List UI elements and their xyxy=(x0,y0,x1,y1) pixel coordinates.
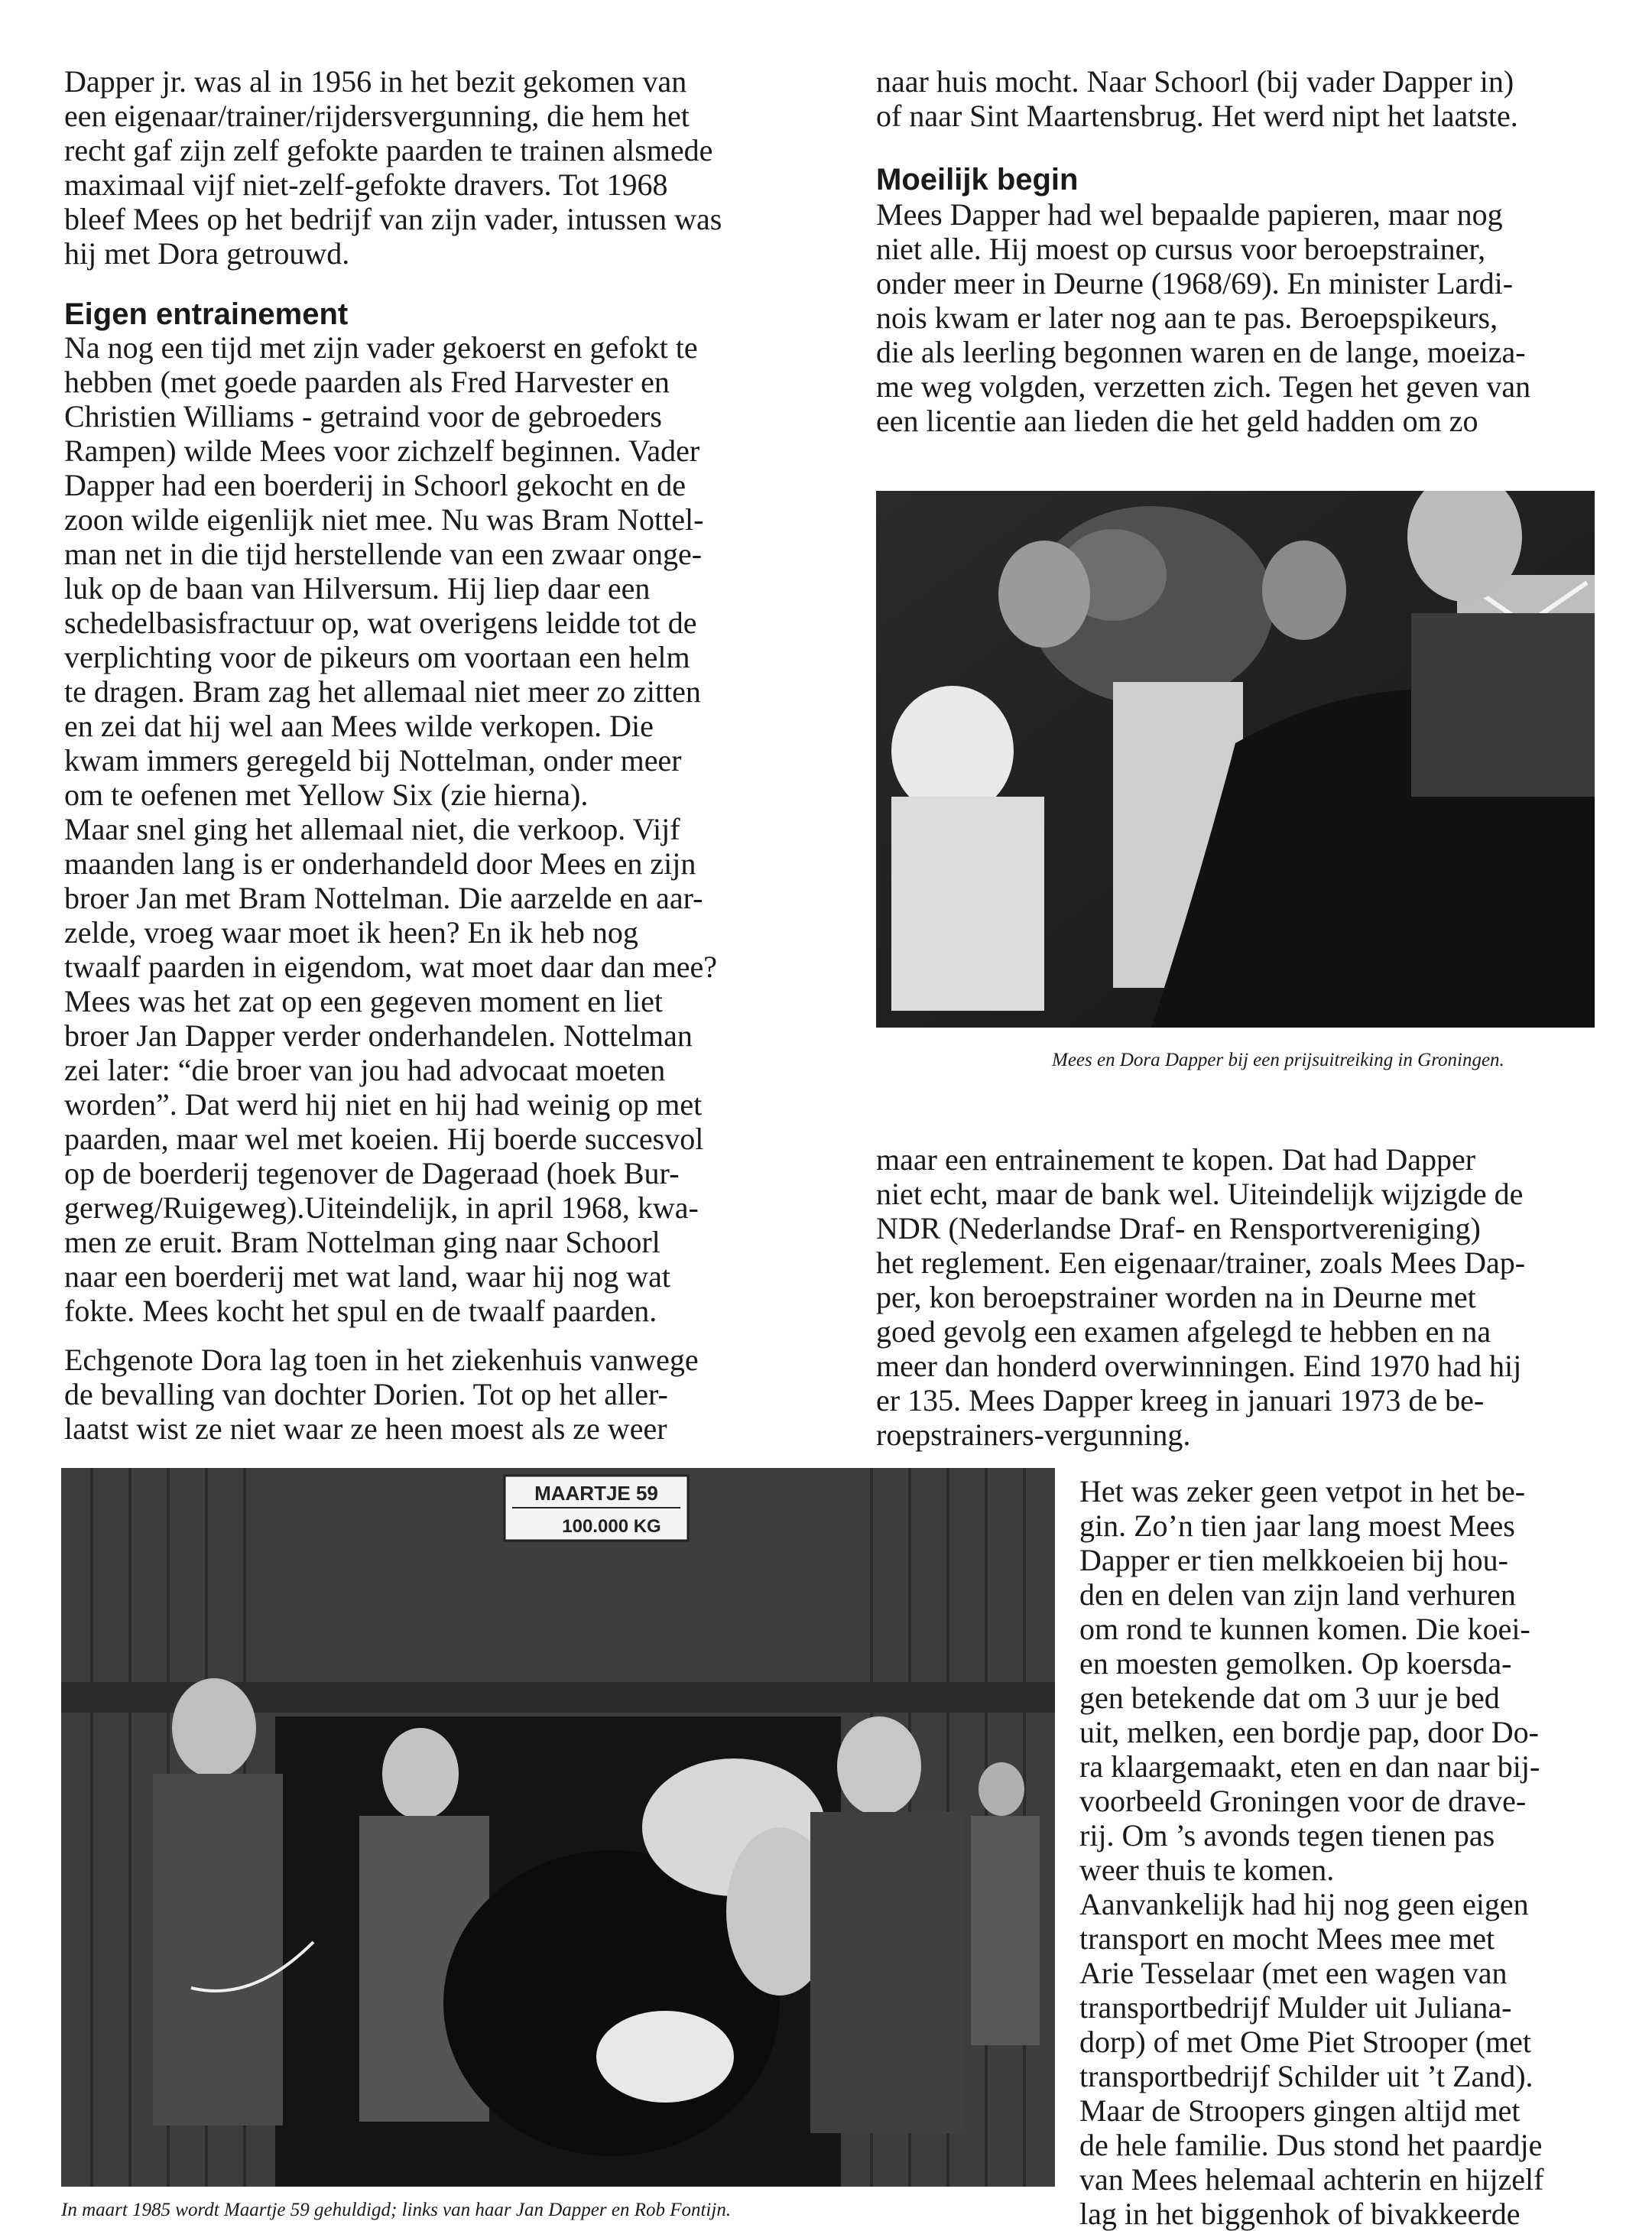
text-line: roepstrainers-vergunning. xyxy=(876,1418,1191,1452)
text-line: maximaal vijf niet-zelf-gefokte dravers. Tot 1968 xyxy=(64,167,668,202)
text-line: dorp) of met Ome Piet Strooper (met xyxy=(1079,2025,1531,2059)
text-line: hebben (met goede paarden als Fred Harvester en xyxy=(64,365,670,399)
text-line: luk op de baan van Hilversum. Hij liep daar een xyxy=(64,571,651,606)
text-line: ra klaargemaakt, eten en dan naar bij- xyxy=(1079,1749,1540,1784)
text-line: transportbedrijf Mulder uit Juliana- xyxy=(1079,1990,1512,2025)
text-line: lag in het biggenhok of bivakkeerde xyxy=(1079,2197,1521,2231)
sign-weight: 100.000 KG xyxy=(562,1516,661,1537)
text-line: Mees Dapper had wel bepaalde papieren, maar nog xyxy=(876,197,1503,232)
text-line: onder meer in Deurne (1968/69). En minister Lardi- xyxy=(876,266,1514,300)
prize-ceremony-photo xyxy=(876,491,1595,1028)
text-line: meer dan honderd overwinningen. Eind 1970 had hij xyxy=(876,1349,1522,1383)
text-line: gen betekende dat om 3 uur je bed xyxy=(1079,1681,1500,1715)
text-line: worden”. Dat werd hij niet en hij had weinig op met xyxy=(64,1087,703,1122)
text-line: het reglement. Een eigenaar/trainer, zoals Mees Dap- xyxy=(876,1245,1526,1280)
text-line: Arie Tesselaar (met een wagen van xyxy=(1079,1956,1508,1990)
text-line: rij. Om ’s avonds tegen tienen pas xyxy=(1079,1818,1495,1853)
text-line: Mees was het zat op een gegeven moment en liet xyxy=(64,984,664,1018)
text-line: te dragen. Bram zag het allemaal niet meer zo zitten xyxy=(64,674,701,709)
vetpot-paragraph xyxy=(1079,1474,1637,2231)
text-line: Maar de Stroopers gingen altijd met xyxy=(1079,2093,1521,2128)
moeilijk-begin-body xyxy=(876,197,1633,438)
dora-paragraph xyxy=(64,1343,821,1446)
text-line: de hele familie. Dus stond het paardje xyxy=(1079,2128,1543,2162)
text-line: Maar snel ging het allemaal niet, die verkoop. Vijf xyxy=(64,812,680,846)
text-line: of naar Sint Maartensbrug. Het werd nipt het laatste. xyxy=(876,99,1518,133)
prize-ceremony-photo-graphic xyxy=(876,491,1595,1028)
text-line: Aanvankelijk had hij nog geen eigen xyxy=(1079,1887,1529,1921)
text-line: Dapper had een boerderij in Schoorl gekocht en de xyxy=(64,468,686,502)
text-line: broer Jan met Bram Nottelman. Die aarzelde en aar- xyxy=(64,881,703,915)
text-line: Christien Williams - getraind voor de gebroeders xyxy=(64,399,662,434)
text-line: weer thuis te komen. xyxy=(1079,1853,1335,1887)
text-line: NDR (Nederlandse Draf- en Rensportvereniging) xyxy=(876,1211,1481,1245)
text-line: Dapper jr. was al in 1956 in het bezit gekomen van xyxy=(64,64,687,99)
text-line: transport en mocht Mees mee met xyxy=(1079,1921,1495,1956)
intro-paragraph xyxy=(64,64,821,271)
text-line: maar een entrainement te kopen. Dat had Dapper xyxy=(876,1142,1476,1177)
text-line: een licentie aan lieden die het geld hadden om zo xyxy=(876,404,1478,438)
text-line: den en delen van zijn land verhuren xyxy=(1079,1577,1516,1612)
text-line: nois kwam er later nog aan te pas. Beroepspikeurs, xyxy=(876,300,1498,335)
text-line: hij met Dora getrouwd. xyxy=(64,236,350,271)
text-line: me weg volgden, verzetten zich. Tegen het geven van xyxy=(876,369,1531,404)
text-line: verplichting voor de pikeurs om voortaan een helm xyxy=(64,640,690,674)
text-line: schedelbasisfractuur op, wat overigens leidde tot de xyxy=(64,606,697,640)
heading-moeilijk-begin: Moeilijk begin xyxy=(876,163,1079,196)
text-line: zei later: “die broer van jou had advocaat moeten xyxy=(64,1053,666,1087)
text-line: gin. Zo’n tien jaar lang moest Mees xyxy=(1079,1508,1515,1543)
text-line: en moesten gemolken. Op koersda- xyxy=(1079,1646,1512,1681)
text-line: niet echt, maar de bank wel. Uiteindelijk wijzigde de xyxy=(876,1177,1524,1211)
text-line: een eigenaar/trainer/rijdersvergunning, die hem het xyxy=(64,99,690,133)
sign-name: MAARTJE 59 xyxy=(534,1482,658,1505)
ndr-paragraph xyxy=(876,1142,1633,1452)
text-line: man net in die tijd herstellende van een zwaar onge- xyxy=(64,537,703,571)
text-line: de bevalling van dochter Dorien. Tot op het aller- xyxy=(64,1377,668,1411)
text-line: er 135. Mees Dapper kreeg in januari 1973 de be- xyxy=(876,1383,1485,1418)
text-line: recht gaf zijn zelf gefokte paarden te trainen alsmede xyxy=(64,133,713,167)
text-line: uit, melken, een bordje pap, door Do- xyxy=(1079,1715,1539,1749)
text-line: men ze eruit. Bram Nottelman ging naar Schoorl xyxy=(64,1225,660,1259)
text-line: die als leerling begonnen waren en de lange, moeiza- xyxy=(876,335,1526,369)
text-line: van Mees helemaal achterin en hijzelf xyxy=(1079,2162,1544,2197)
text-line: twaalf paarden in eigendom, wat moet daar dan mee? xyxy=(64,950,718,984)
text-line: Na nog een tijd met zijn vader gekoerst en gefokt te xyxy=(64,330,698,365)
text-line: gerweg/Ruigeweg).Uiteindelijk, in april 1968, kwa- xyxy=(64,1190,699,1225)
text-line: fokte. Mees kocht het spul en de twaalf paarden. xyxy=(64,1294,657,1328)
text-line: kwam immers geregeld bij Nottelman, onder meer xyxy=(64,743,682,778)
eigen-entrainement-body xyxy=(64,330,829,1328)
text-line: broer Jan Dapper verder onderhandelen. Nottelman xyxy=(64,1018,693,1053)
text-line: om rond te kunnen komen. Die koei- xyxy=(1079,1612,1530,1646)
text-line: Rampen) wilde Mees voor zichzelf beginnen. Vader xyxy=(64,434,700,468)
text-line: Dapper er tien melkkoeien bij hou- xyxy=(1079,1543,1508,1577)
text-line: naar huis mocht. Naar Schoorl (bij vader Dapper in) xyxy=(876,64,1514,99)
text-line: Echgenote Dora lag toen in het ziekenhuis vanwege xyxy=(64,1343,699,1377)
col2-top-paragraph xyxy=(876,64,1625,133)
text-line: om te oefenen met Yellow Six (zie hierna). xyxy=(64,778,589,812)
maartje-59-photo xyxy=(61,1468,1055,2187)
text-line: goed gevolg een examen afgelegd te hebben en na xyxy=(876,1314,1491,1349)
maartje-59-caption: In maart 1985 wordt Maartje 59 gehuldigd; links van haar Jan Dapper en Rob Fontijn. xyxy=(61,2200,732,2220)
text-line: zelde, vroeg waar moet ik heen? En ik heb nog xyxy=(64,915,638,950)
text-line: voorbeeld Groningen voor de drave- xyxy=(1079,1784,1527,1818)
text-line: transportbedrijf Schilder uit ’t Zand). xyxy=(1079,2059,1534,2093)
text-line: Het was zeker geen vetpot in het be- xyxy=(1079,1474,1526,1508)
text-line: paarden, maar wel met koeien. Hij boerde succesvol xyxy=(64,1122,704,1156)
text-line: zoon wilde eigenlijk niet mee. Nu was Bram Nottel- xyxy=(64,502,704,537)
text-line: laatst wist ze niet waar ze heen moest als ze weer xyxy=(64,1411,667,1446)
text-line: per, kon beroepstrainer worden na in Deurne met xyxy=(876,1280,1476,1314)
text-line: maanden lang is er onderhandeld door Mees en zijn xyxy=(64,846,696,881)
text-line: niet alle. Hij moest op cursus voor beroepstrainer, xyxy=(876,232,1486,266)
text-line: op de boerderij tegenover de Dageraad (hoek Bur- xyxy=(64,1156,680,1190)
text-line: naar een boerderij met wat land, waar hij nog wat xyxy=(64,1259,671,1294)
text-line: en zei dat hij wel aan Mees wilde verkopen. Die xyxy=(64,709,654,743)
prize-ceremony-caption: Mees en Dora Dapper bij een prijsuitreiking in Groningen. xyxy=(1052,1050,1504,1070)
text-line: bleef Mees op het bedrijf van zijn vader, intussen was xyxy=(64,202,722,236)
heading-eigen-entrainement: Eigen entrainement xyxy=(64,297,349,331)
maartje-59-photo-graphic xyxy=(61,1468,1055,2187)
